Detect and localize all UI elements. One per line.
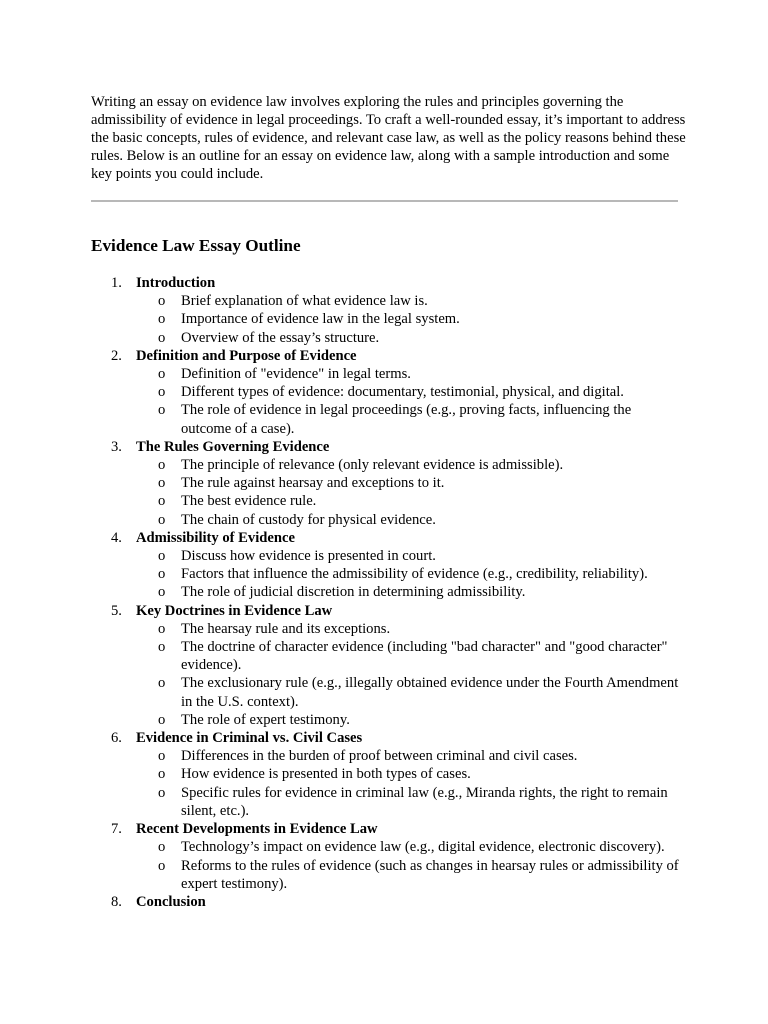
point-text: The best evidence rule.: [181, 493, 317, 510]
list-item: [136, 492, 681, 510]
list-item: [136, 511, 681, 529]
list-item: [136, 857, 681, 893]
list-item: [136, 674, 681, 710]
section-number: 7.: [111, 821, 122, 838]
section-title: Key Doctrines in Evidence Law: [136, 602, 333, 619]
point-text: The role of judicial discretion in determining admissibility.: [181, 584, 526, 601]
list-item: [136, 292, 681, 310]
bullet-icon: o: [158, 384, 166, 401]
list-item: [136, 474, 681, 492]
list-item: [136, 310, 681, 328]
outline-section: [91, 729, 681, 820]
section-title: Definition and Purpose of Evidence: [136, 347, 357, 364]
bullet-icon: o: [158, 620, 166, 637]
section-title: Evidence in Criminal vs. Civil Cases: [136, 730, 363, 747]
bullet-icon: o: [158, 566, 166, 583]
section-number: 2.: [111, 347, 122, 364]
bullet-icon: o: [158, 748, 166, 765]
point-text: Discuss how evidence is presented in court.: [181, 548, 436, 565]
bullet-icon: o: [158, 293, 166, 310]
list-item: [136, 565, 681, 583]
point-text: The principle of relevance (only relevant evidence is admissible).: [181, 457, 564, 474]
outline-section: [91, 274, 681, 347]
bullet-icon: o: [158, 457, 166, 474]
point-text: Overview of the essay’s structure.: [181, 329, 380, 346]
bullet-icon: o: [158, 329, 166, 346]
point-text: The doctrine of character evidence (including "bad character" and "good character" evidence).: [181, 639, 668, 674]
section-points: [136, 456, 681, 529]
section-points: [136, 747, 681, 820]
section-points: [136, 365, 681, 438]
section-number: 1.: [111, 275, 122, 291]
section-title: The Rules Governing Evidence: [136, 438, 330, 455]
list-item: [136, 747, 681, 765]
outline-section: [91, 347, 681, 438]
section-points: [136, 838, 681, 893]
point-text: The role of expert testimony.: [181, 711, 350, 728]
point-text: Technology’s impact on evidence law (e.g., digital evidence, electronic discovery).: [181, 839, 665, 856]
list-item: [136, 329, 681, 347]
bullet-icon: o: [158, 675, 166, 692]
point-text: Specific rules for evidence in criminal law (e.g., Miranda rights, the right to remain silent, etc.).: [181, 784, 668, 819]
outline-section: [91, 893, 681, 911]
bullet-icon: o: [158, 766, 166, 783]
list-item: [136, 765, 681, 783]
list-item: [136, 638, 681, 674]
point-text: Differences in the burden of proof between criminal and civil cases.: [181, 748, 578, 765]
bullet-icon: o: [158, 857, 166, 874]
point-text: The role of evidence in legal proceedings (e.g., proving facts, influencing the outcome of a case).: [181, 402, 632, 437]
section-title: Conclusion: [136, 893, 206, 910]
section-number: 3.: [111, 438, 122, 455]
list-item: [136, 620, 681, 638]
point-text: The rule against hearsay and exceptions to it.: [181, 475, 445, 492]
list-item: [136, 456, 681, 474]
point-text: Importance of evidence law in the legal system.: [181, 311, 460, 328]
bullet-icon: o: [158, 311, 166, 328]
bullet-icon: o: [158, 584, 166, 601]
bullet-icon: o: [158, 839, 166, 856]
intro-paragraph: Writing an essay on evidence law involves exploring the rules and principles governing the admissibility of evidence in legal proceedings. To craft a well-rounded essay, it’s important to address the basic concepts, rules of evidence, and relevant case law, as well as the policy reasons behind these rules. Below is an outline for an essay on evidence law, along with a sample introduction and some key points you could include.: [91, 94, 686, 182]
section-points: [136, 620, 681, 729]
list-item: [136, 583, 681, 601]
bullet-icon: o: [158, 493, 166, 510]
list-item: [136, 838, 681, 856]
bullet-icon: o: [158, 639, 166, 656]
outline-section: [91, 602, 681, 729]
point-text: Factors that influence the admissibility of evidence (e.g., credibility, reliability).: [181, 566, 648, 583]
section-number: 6.: [111, 730, 122, 747]
outline-section: [91, 438, 681, 529]
section-title: Recent Developments in Evidence Law: [136, 821, 378, 838]
outline-list: [91, 274, 681, 911]
list-item: [136, 383, 681, 401]
list-item: [136, 711, 681, 729]
bullet-icon: o: [158, 548, 166, 565]
bullet-icon: o: [158, 366, 166, 383]
bullet-icon: o: [158, 711, 166, 728]
list-item: [136, 547, 681, 565]
point-text: Definition of "evidence" in legal terms.: [181, 366, 411, 383]
outline-heading: Evidence Law Essay Outline: [91, 236, 301, 255]
section-number: 8.: [111, 893, 122, 910]
point-text: How evidence is presented in both types of cases.: [181, 766, 471, 783]
section-number: 4.: [111, 529, 122, 546]
point-text: Different types of evidence: documentary, testimonial, physical, and digital.: [181, 384, 624, 401]
bullet-icon: o: [158, 475, 166, 492]
point-text: Brief explanation of what evidence law is.: [181, 293, 428, 310]
point-text: The hearsay rule and its exceptions.: [181, 620, 391, 637]
section-points: [136, 292, 681, 347]
point-text: The chain of custody for physical evidence.: [181, 511, 436, 528]
outline-section: [91, 820, 681, 893]
section-title: Admissibility of Evidence: [136, 529, 295, 546]
section-title: Introduction: [136, 275, 216, 291]
list-item: [136, 365, 681, 383]
bullet-icon: o: [158, 784, 166, 801]
section-number: 5.: [111, 602, 122, 619]
bullet-icon: o: [158, 402, 166, 419]
list-item: [136, 401, 681, 437]
bullet-icon: o: [158, 511, 166, 528]
point-text: Reforms to the rules of evidence (such as changes in hearsay rules or admissibility of expert testimony).: [181, 857, 679, 892]
section-points: [136, 547, 681, 602]
horizontal-divider: [91, 200, 678, 202]
point-text: The exclusionary rule (e.g., illegally obtained evidence under the Fourth Amendment in the U.S. context).: [181, 675, 679, 710]
outline-section: [91, 529, 681, 602]
list-item: [136, 784, 681, 820]
